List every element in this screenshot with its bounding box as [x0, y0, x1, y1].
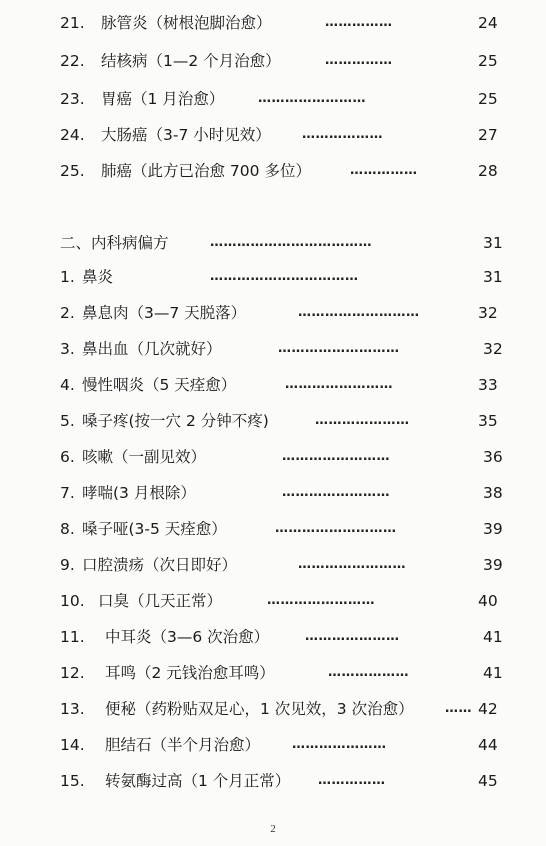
- leader-dots: …………………: [292, 737, 387, 752]
- entry-title: 耳鸣（2 元钱治愈耳鸣）: [105, 664, 275, 682]
- leader-dots: ……………………: [298, 557, 406, 572]
- entry-number: 8.: [60, 520, 75, 538]
- entry-number: 12.: [60, 664, 85, 682]
- leader-dots: ………………: [302, 127, 383, 142]
- leader-dots: ……………………: [282, 449, 390, 464]
- toc-entry: [60, 371, 510, 399]
- entry-page: 45: [478, 772, 498, 790]
- entry-title: 胆结石（半个月治愈）: [105, 736, 261, 754]
- leader-dots: …………………: [305, 629, 400, 644]
- leader-dots: ……: [445, 701, 472, 716]
- leader-dots: ………………………: [298, 305, 420, 320]
- toc-entry: [60, 515, 510, 543]
- entry-page: 44: [478, 736, 498, 754]
- entry-title: 胃癌（1 月治愈）: [101, 90, 225, 108]
- leader-dots: ……………: [318, 773, 386, 788]
- leader-dots: ………………………………: [210, 235, 372, 250]
- entry-page: 42: [478, 700, 498, 718]
- entry-page: 39: [483, 556, 503, 574]
- entry-page: 25: [478, 90, 498, 108]
- entry-page: 36: [483, 448, 503, 466]
- toc-entry: [60, 121, 510, 149]
- toc-entry: [60, 407, 510, 435]
- entry-title: 哮喘(3 月根除）: [82, 484, 196, 502]
- entry-title: 肺癌（此方已治愈 700 多位）: [101, 162, 311, 180]
- toc-entry: [60, 263, 510, 291]
- toc-entry: [60, 587, 510, 615]
- entry-number: 5.: [60, 412, 75, 430]
- toc-entry: [60, 623, 510, 651]
- toc-entry: [60, 695, 510, 723]
- entry-number: 23.: [60, 90, 85, 108]
- entry-number: 21.: [60, 14, 85, 32]
- entry-number: 9.: [60, 556, 75, 574]
- entry-title: 鼻炎: [82, 268, 114, 286]
- entry-page: 39: [483, 520, 503, 538]
- toc-entry: [60, 659, 510, 687]
- entry-page: 33: [478, 376, 498, 394]
- entry-title: 转氨酶过高（1 个月正常）: [105, 772, 291, 790]
- entry-page: 41: [483, 664, 503, 682]
- entry-page: 40: [478, 592, 498, 610]
- leader-dots: ……………………………: [210, 269, 359, 284]
- entry-page: 32: [478, 304, 498, 322]
- entry-page: 32: [483, 340, 503, 358]
- entry-title: 鼻息肉（3—7 天脱落）: [82, 304, 247, 322]
- entry-number: 1.: [60, 268, 75, 286]
- entry-title: 脉管炎（树根泡脚治愈）: [101, 14, 272, 32]
- entry-title: 结核病（1—2 个月治愈）: [101, 52, 281, 70]
- entry-page: 28: [478, 162, 498, 180]
- entry-number: 11.: [60, 628, 85, 646]
- toc-entry: [60, 767, 510, 795]
- entry-title: 嗓子哑(3-5 天痊愈）: [82, 520, 227, 538]
- leader-dots: ………………………: [278, 341, 400, 356]
- leader-dots: ……………: [350, 163, 418, 178]
- toc-entry: [60, 335, 510, 363]
- entry-title: 慢性咽炎（5 天痊愈）: [82, 376, 237, 394]
- entry-title: 中耳炎（3—6 次治愈）: [105, 628, 270, 646]
- toc-entry: [60, 9, 510, 37]
- entry-number: 6.: [60, 448, 75, 466]
- entry-page: 31: [483, 268, 503, 286]
- section-title: 二、内科病偏方: [60, 234, 169, 252]
- entry-title: 口腔溃疡（次日即好）: [82, 556, 238, 574]
- entry-number: 3.: [60, 340, 75, 358]
- entry-number: 7.: [60, 484, 75, 502]
- entry-number: 25.: [60, 162, 85, 180]
- entry-number: 15.: [60, 772, 85, 790]
- entry-page: 24: [478, 14, 498, 32]
- section-heading: [60, 229, 510, 257]
- toc-entry: [60, 47, 510, 75]
- page-number: 2: [270, 823, 276, 835]
- entry-page: 25: [478, 52, 498, 70]
- entry-page: 38: [483, 484, 503, 502]
- leader-dots: ……………………: [258, 91, 366, 106]
- entry-page: 35: [478, 412, 498, 430]
- entry-title: 咳嗽（一副见效）: [82, 448, 207, 466]
- toc-entry: [60, 85, 510, 113]
- entry-title: 嗓子疼(按一穴 2 分钟不疼): [82, 412, 269, 430]
- toc-entry: [60, 479, 510, 507]
- toc-entry: [60, 731, 510, 759]
- section-page: 31: [483, 234, 503, 252]
- entry-number: 10.: [60, 592, 85, 610]
- leader-dots: ……………………: [282, 485, 390, 500]
- entry-title: 口臭（几天正常）: [98, 592, 223, 610]
- leader-dots: ……………: [325, 53, 393, 68]
- leader-dots: ………………: [328, 665, 409, 680]
- toc-entry: [60, 443, 510, 471]
- entry-page: 41: [483, 628, 503, 646]
- entry-number: 13.: [60, 700, 85, 718]
- entry-page: 27: [478, 126, 498, 144]
- leader-dots: ……………………: [285, 377, 393, 392]
- leader-dots: ……………………: [267, 593, 375, 608]
- entry-title: 便秘（药粉贴双足心，1 次见效，3 次治愈）: [105, 700, 414, 718]
- leader-dots: ………………………: [275, 521, 397, 536]
- entry-number: 14.: [60, 736, 85, 754]
- entry-number: 4.: [60, 376, 75, 394]
- toc-entry: [60, 157, 510, 185]
- entry-title: 大肠癌（3-7 小时见效）: [101, 126, 271, 144]
- entry-number: 2.: [60, 304, 75, 322]
- leader-dots: …………………: [315, 413, 410, 428]
- entry-number: 22.: [60, 52, 85, 70]
- toc-entry: [60, 551, 510, 579]
- entry-number: 24.: [60, 126, 85, 144]
- leader-dots: ……………: [325, 15, 393, 30]
- entry-title: 鼻出血（几次就好）: [82, 340, 222, 358]
- toc-entry: [60, 299, 510, 327]
